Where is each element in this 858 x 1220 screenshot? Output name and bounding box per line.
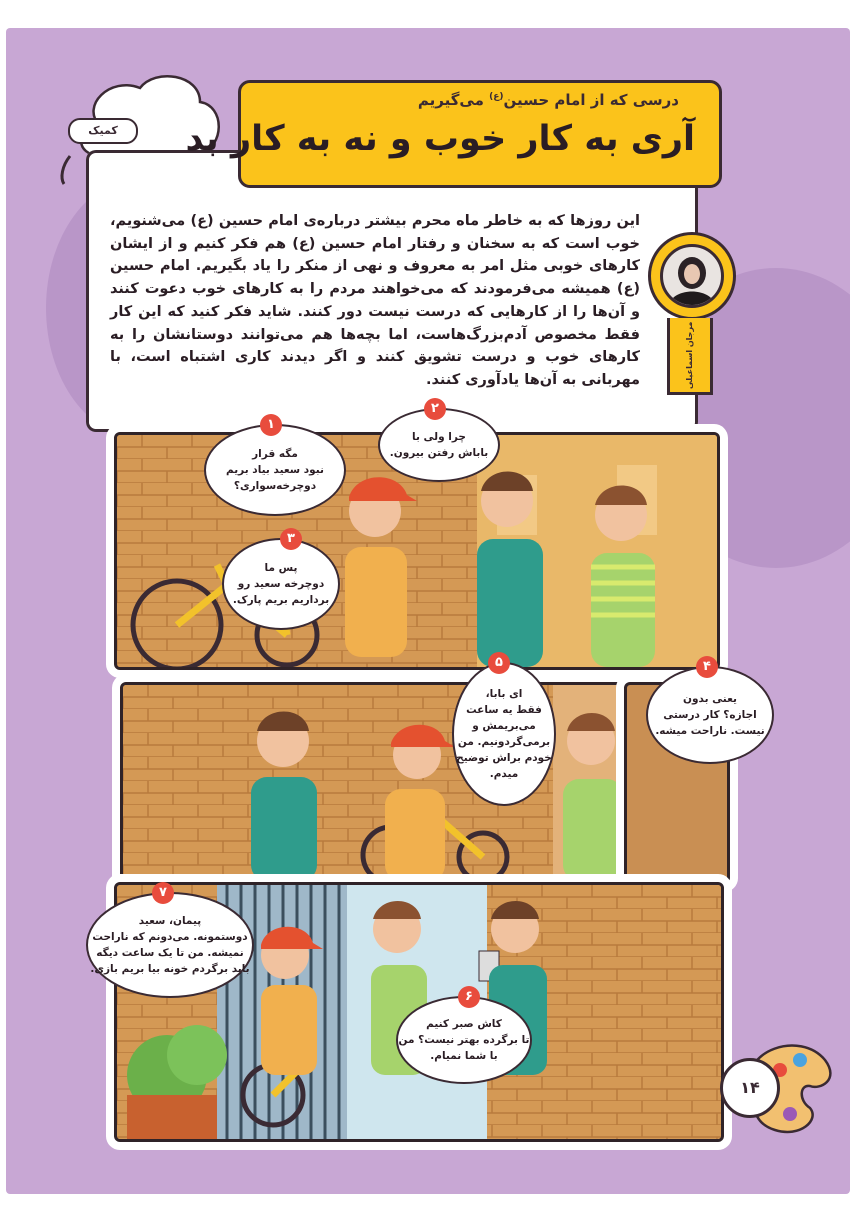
bubble-number-3: ۳ [280,528,302,550]
subtitle-text: درسی که از امام حسین [503,91,679,109]
bubble-number-2: ۲ [424,398,446,420]
section-tag: کمیک [68,118,138,144]
speech-bubble-1 [204,424,346,516]
bubble-number-5: ۵ [488,652,510,674]
speech-bubble-7 [86,892,254,998]
title-box [185,80,722,188]
bubble-number-1: ۱ [260,414,282,436]
author-photo [660,244,724,308]
author-portrait-icon [663,247,721,305]
bubble-7-text: پیمان، سعید دوستمونه. می‌دونم که ناراحت نمیشه. من تا یک ساعت دیگه باید برگردم خونه بیا بریم بازی. [90,915,250,975]
bubble-5-text: ای بابا، فقط یه ساعت می‌بریمش و برمی‌گردونیم. من خودم براش توضیح میدم. [456,688,552,780]
author-ribbon [667,318,713,395]
title-subtitle [418,91,679,109]
bubble-number-6: ۶ [458,986,480,1008]
bubble-number-4: ۴ [696,656,718,678]
speech-bubble-5 [452,662,556,806]
author-name: مرجان اسماعیلی [685,321,694,389]
bubble-6-text: کاش صبر کنیم تا برگرده بهتر نیست؟ من با شما نمیام. [398,1018,530,1062]
subtitle-end: می‌گیریم [417,91,484,109]
speech-bubble-4 [646,666,774,764]
speech-bubble-6 [396,996,532,1084]
intro-paragraph: این روزها که به خاطر ماه محرم بیشتر درباره‌ی امام حسین (ع) می‌شنویم، خوب است که به سخنان و رفتار امام حسین (ع) هم فکر کنیم و از ایشان کارهای خوبی مثل امر به معروف و نهی از منکر را یاد بگیریم. امام حسین (ع) همیشه می‌فرمودند که می‌خواهند مردم را به کارهای خوب دعوت کنند و آن‌ها را از کارهایی که درست نیست دور کنند. شاید فکر کنید که این کار فقط مخصوص آدم‌بزرگ‌هاست، اما بچه‌ها هم می‌توانند دوستانشان را به کارهای خوب و درست تشویق کنند و اگر دیدند کاری اشتباه است، با مهربانی به آن‌ها یادآوری کنند. [110,213,640,388]
speech-bubble-3 [222,538,340,630]
page-number: ۱۴ [720,1058,780,1118]
bubble-number-7: ۷ [152,882,174,904]
bubble-3-text: پس ما دوچرخه سعید رو برداریم بریم پارک. [232,562,330,606]
bubble-2-text: چرا ولی با باباش رفتن بیرون. [389,431,489,459]
subtitle-mark: (ع) [489,92,504,102]
bubble-1-text: مگه قرار نبود سعید بیاد بریم دوچرخه‌سواری؟ [226,448,324,492]
author-medal [648,232,736,320]
page-title: آری به کار خوب و نه به کار بد [185,119,695,159]
bubble-4-text: یعنی بدون اجازه؟ کار درستی نیست. ناراحت میشه. [655,693,765,737]
